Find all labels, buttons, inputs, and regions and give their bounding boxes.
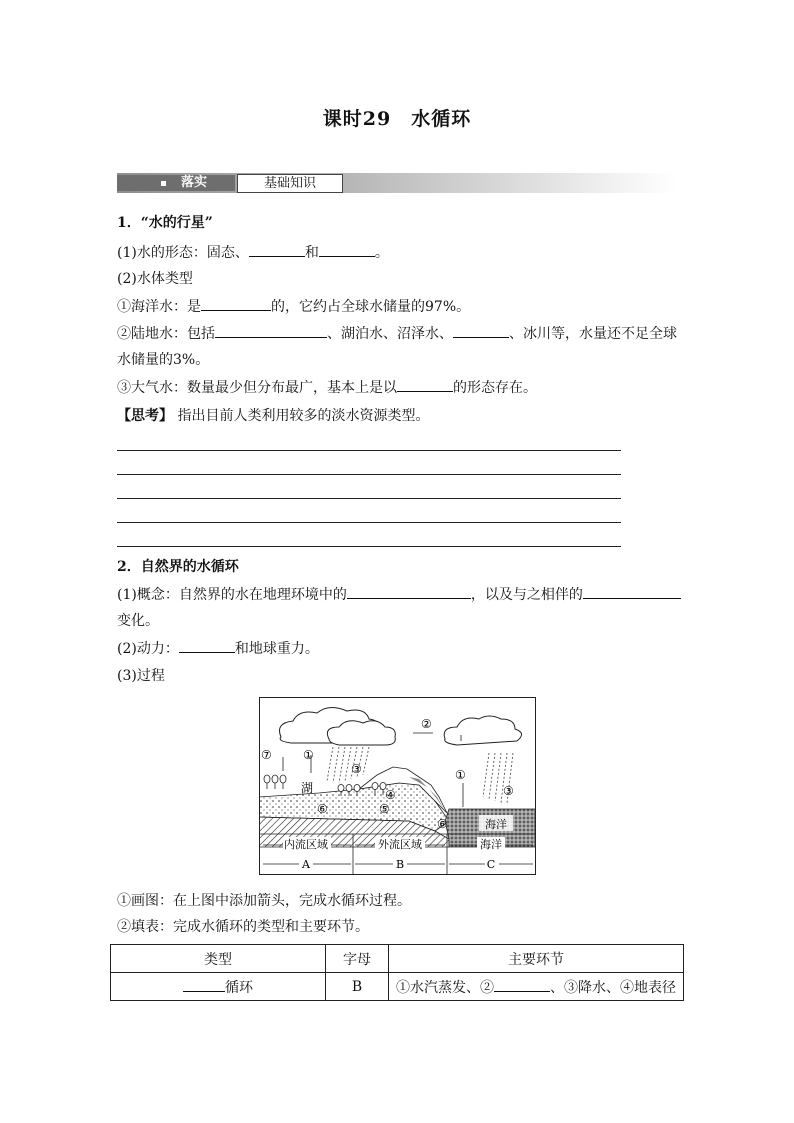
lake-label: 湖 [301,781,314,795]
label-1-left: ① [303,748,314,762]
header-type: 类型 [111,945,326,973]
answer-line[interactable] [117,450,621,451]
answer-line[interactable] [117,522,621,523]
table-header-row [111,945,684,973]
fill-blank[interactable] [215,323,327,338]
text: 和地球重力。 [234,641,319,657]
banner-box-label: 基础知识 [237,174,343,193]
text: 的，它约占全球水储量的97%。 [271,299,471,315]
header-steps: 主要环节 [389,945,684,973]
answer-line[interactable] [117,498,621,499]
label-1-right: ① [455,768,466,782]
q2-heading: 2．自然界的水循环 [117,559,239,575]
banner-tag-label: 落实 [181,175,208,190]
text: ②陆地水：包括 [117,326,215,342]
text: 。 [374,245,389,261]
water-cycle-diagram[interactable] [259,697,536,875]
table-row [111,973,684,1001]
think-text: 指出目前人类利用较多的淡水资源类型。 [177,408,430,424]
text: (1)概念：自然界的水在地理环境中的 [117,587,347,603]
label-7: ⑦ [261,748,272,762]
region-B-label: B [395,858,405,871]
region-A-label: A [302,858,310,871]
fill-blank[interactable] [347,584,471,599]
text: 、冰川等，水量还不足全球 [509,326,677,342]
text: (2)动力： [117,641,179,657]
region-inner-label: 内流区域 [284,838,328,851]
label-2: ② [421,717,432,731]
text: ①海洋水：是 [117,299,201,315]
cell-letter: B [326,973,389,1001]
fill-blank[interactable] [183,977,225,992]
region-C-label: C [486,858,496,871]
text: 循环 [225,979,253,996]
page-title: 课时29 水循环 [322,108,472,130]
fill-blank[interactable] [494,977,550,992]
text: ①水汽蒸发、② [396,979,494,996]
section-banner [117,173,676,193]
fill-blank[interactable] [201,296,271,311]
label-5: ⑤ [379,802,390,816]
q1-land-line-cont: 水储量的3%。 [117,352,210,368]
q1-heading: 1．“水的行星” [117,215,213,231]
q1-land-line [117,323,677,344]
text: 、湖泊水、沼泽水、 [327,326,453,342]
label-6-right: ⑥ [437,817,448,831]
q1-atmos-line [117,377,537,398]
q2-process-line: (3)过程 [117,668,165,684]
fill-blank[interactable] [397,377,453,392]
region-sea-label: 海洋 [480,838,502,851]
q2-task-table: ②填表：完成水循环的类型和主要环节。 [117,919,369,935]
label-3-right: ③ [503,784,514,798]
q2-power-line [117,638,319,659]
fill-blank[interactable] [583,584,681,599]
region-outer-label: 外流区域 [378,838,422,851]
answer-line[interactable] [117,546,621,547]
square-bullet-icon [161,181,166,186]
q2-concept-cont: 变化。 [117,613,159,629]
think-label: 【思考】 [117,408,173,424]
q2-concept-line [117,584,681,605]
text: ，以及与之相伴的 [470,587,583,603]
cell-steps [389,973,684,1001]
text: 的形态存在。 [453,380,537,396]
label-6-left: ⑥ [317,802,328,816]
think-line [117,406,429,426]
cycle-table [110,944,684,1001]
label-4: ④ [385,788,396,802]
text: 、③降水、④地表径 [550,979,676,996]
text: (1)水的形态：固态、 [117,245,249,261]
text: 和 [304,245,319,261]
answer-line[interactable] [117,474,621,475]
cell-type [111,973,326,1001]
text: ③大气水：数量最少但分布最广，基本上是以 [117,380,397,396]
header-letter: 字母 [326,945,389,973]
fill-blank[interactable] [179,638,235,653]
fill-blank[interactable] [249,242,305,257]
q1-form-line [117,242,389,263]
q2-task-draw: ①画图：在上图中添加箭头，完成水循环过程。 [117,893,411,909]
fill-blank[interactable] [319,242,375,257]
q1-types-line: (2)水体类型 [117,271,193,287]
label-3-left: ③ [351,762,362,776]
q1-ocean-line [117,296,470,317]
banner-tag [117,175,235,191]
ocean-label: 海洋 [485,818,507,831]
fill-blank[interactable] [453,323,509,338]
